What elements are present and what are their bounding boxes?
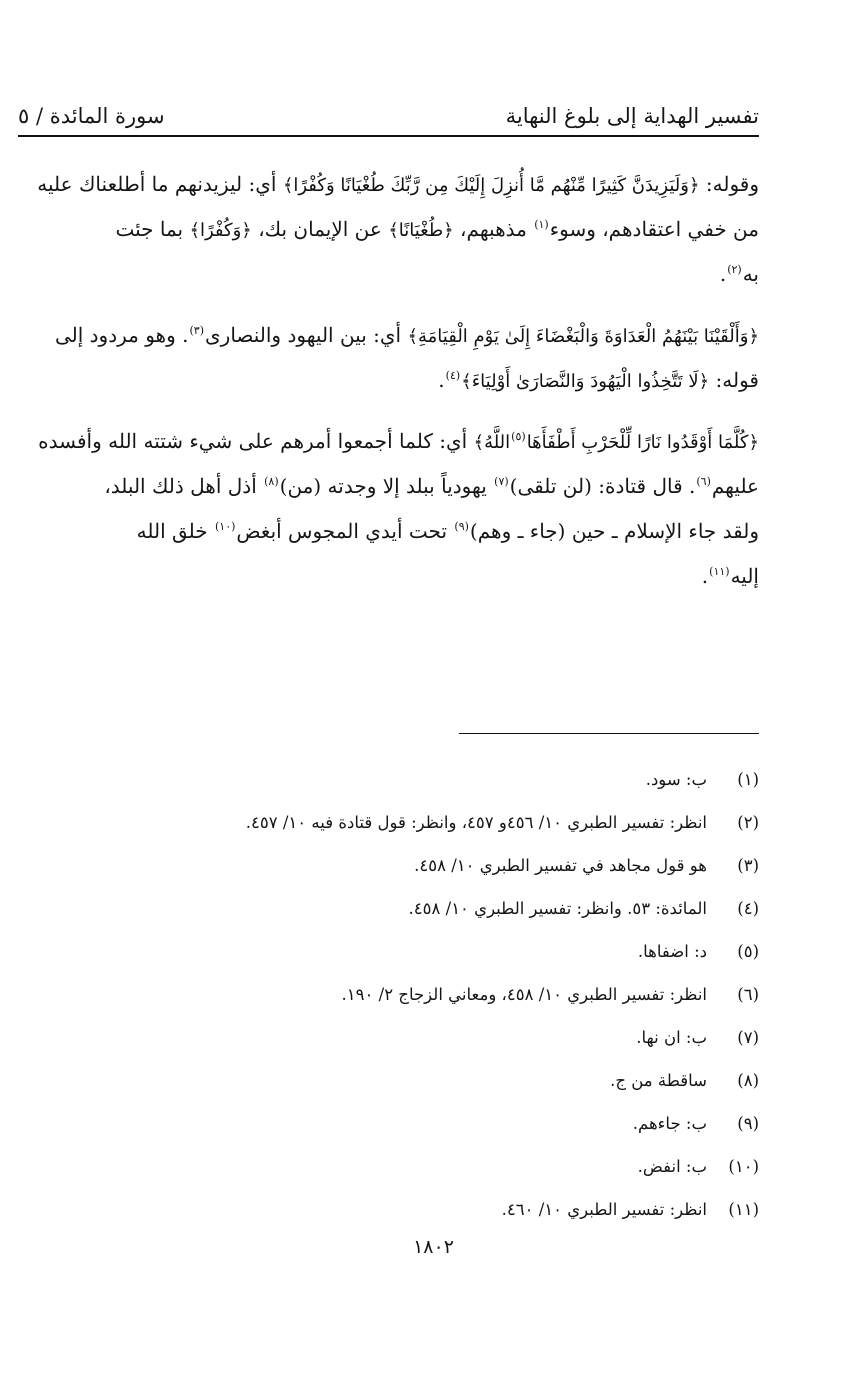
body-text-run: تحت أيدي المجوس أبغض xyxy=(236,519,454,543)
quran-verse: ﴿طُغْيَانًا﴾ xyxy=(388,220,454,241)
body-text-run: بما جئت xyxy=(115,217,190,241)
footnote-text: انظر: تفسير الطبري ١٠/ ٤٥٨، ومعاني الزجاج ٢/ ١٩٠. xyxy=(341,985,707,1004)
quran-verse: اللَّهُ﴾ xyxy=(473,432,511,453)
footnote xyxy=(18,1016,759,1059)
body-text-run: أي: ليزيدنهم ما أطلعناك عليه xyxy=(37,172,283,196)
footnote-number: (٣) xyxy=(737,856,759,875)
body-text-run: أي: كلما أجمعوا أمرهم على شيء شتته الله وأفسده xyxy=(38,429,474,453)
paragraph xyxy=(18,419,759,599)
quran-verse: ﴿وَلَيَزِيدَنَّ كَثِيرًا مِّنْهُم مَّا أُنزِلَ إِلَيْكَ مِن رَّبِّكَ طُغْيَانًا وَكُفْرًا﴾ xyxy=(282,175,700,196)
footnote xyxy=(18,1059,759,1102)
footnote-text: ساقطة من ج. xyxy=(610,1071,707,1090)
footnote-text: د: اضفاها. xyxy=(637,942,707,961)
body-text-run: عن الإيمان بك، xyxy=(251,217,389,241)
body-text-run: مذهبهم، xyxy=(453,217,534,241)
footnote-number: (١١) xyxy=(728,1200,759,1219)
body-text-run: . xyxy=(719,262,727,286)
text-line xyxy=(18,554,759,599)
footnote-number: (١٠) xyxy=(728,1157,759,1176)
footnote-ref: (٤) xyxy=(445,369,461,383)
footnote-number: (٨) xyxy=(737,1071,759,1090)
body-text-run: . وهو مردود إلى xyxy=(54,323,189,347)
footnote-text: هو قول مجاهد في تفسير الطبري ١٠/ ٤٥٨. xyxy=(414,856,707,875)
footnote-number: (٩) xyxy=(737,1114,759,1133)
body-text-run: من خفي اعتقادهم، وسوء xyxy=(549,217,759,241)
quran-verse: ﴿كُلَّمَا أَوْقَدُوا نَارًا لِّلْحَرْبِ أَطْفَأَهَا xyxy=(526,432,759,453)
footnote xyxy=(18,1188,759,1231)
body-text-run: إليه xyxy=(730,564,759,588)
footnote-number: (٧) xyxy=(737,1028,759,1047)
footnote-text: انظر: تفسير الطبري ١٠/ ٤٥٦و ٤٥٧، وانظر: قول قتادة فيه ١٠/ ٤٥٧. xyxy=(245,813,707,832)
main-text xyxy=(18,162,759,615)
body-text-run: . xyxy=(438,368,445,392)
body-text-run: قوله: xyxy=(709,368,759,392)
text-line xyxy=(18,207,759,252)
quran-verse: ﴿لَا تَتَّخِذُوا الْيَهُودَ وَالنَّصَارَىٰ أَوْلِيَاءَ﴾ xyxy=(461,371,710,392)
footnote-number: (١) xyxy=(737,770,759,789)
text-line xyxy=(18,464,759,509)
footnote-ref: (٢) xyxy=(727,263,742,277)
body-text-run: . xyxy=(701,564,709,588)
quran-verse: ﴿وَأَلْقَيْنَا بَيْنَهُمُ الْعَدَاوَةَ وَالْبَغْضَاءَ إِلَىٰ يَوْمِ الْقِيَامَةِ﴾ xyxy=(407,326,759,347)
running-header xyxy=(18,92,759,128)
header-divider xyxy=(18,135,759,137)
body-text-run: يهودياً ببلد إلا وجدته (من) xyxy=(279,474,494,498)
footnote xyxy=(18,801,759,844)
body-text-run: أذل أهل ذلك البلد، xyxy=(104,474,264,498)
text-line xyxy=(18,509,759,554)
body-text-run: به xyxy=(742,262,759,286)
paragraph xyxy=(18,313,759,403)
footnote-ref: (٥) xyxy=(511,430,526,444)
footnote-ref: (١٠) xyxy=(215,520,236,534)
body-text-run: أي: بين اليهود والنصارى xyxy=(205,323,408,347)
footnote-number: (٤) xyxy=(737,899,759,918)
surah-label: سورة المائدة / ٥ xyxy=(18,104,165,128)
text-line xyxy=(18,252,759,297)
footnote-ref: (٧) xyxy=(494,475,509,489)
footnote-ref: (١١) xyxy=(709,565,730,579)
footnote-divider xyxy=(459,733,759,734)
body-text-run: . قال قتادة: (لن تلقى) xyxy=(509,474,696,498)
footnote xyxy=(18,844,759,887)
footnote-ref: (١) xyxy=(534,218,549,232)
footnote-text: انظر: تفسير الطبري ١٠/ ٤٦٠. xyxy=(501,1200,707,1219)
footnote xyxy=(18,1145,759,1188)
footnote xyxy=(18,1102,759,1145)
body-text-run: عليهم xyxy=(711,474,759,498)
text-line xyxy=(18,162,759,207)
footnotes-list xyxy=(18,758,759,1231)
footnote-number: (٢) xyxy=(737,813,759,832)
paragraph xyxy=(18,162,759,297)
footnote-text: ب: جاءهم. xyxy=(632,1114,707,1133)
body-text-run: وقوله: xyxy=(699,172,759,196)
footnote-ref: (٣) xyxy=(189,324,204,338)
footnote-ref: (٩) xyxy=(454,520,469,534)
footnote-text: ب: ان نها. xyxy=(636,1028,707,1047)
footnote-ref: (٨) xyxy=(264,475,279,489)
footnote xyxy=(18,973,759,1016)
footnote-text: المائدة: ٥٣. وانظر: تفسير الطبري ١٠/ ٤٥٨. xyxy=(408,899,707,918)
footnote xyxy=(18,930,759,973)
footnote-text: ب: سود. xyxy=(645,770,707,789)
quran-verse: ﴿وَكُفْرًا﴾ xyxy=(189,220,252,241)
footnote xyxy=(18,887,759,930)
page-number: ١٨٠٢ xyxy=(413,1236,454,1258)
footnote xyxy=(18,758,759,801)
text-line xyxy=(18,358,759,403)
body-text-run: ولقد جاء الإسلام ـ حين (جاء ـ وهم) xyxy=(469,519,759,543)
book-title: تفسير الهداية إلى بلوغ النهاية xyxy=(505,104,759,128)
text-line xyxy=(18,419,759,464)
footnote-text: ب: انفض. xyxy=(637,1157,707,1176)
text-line xyxy=(18,313,759,358)
body-text-run: خلق الله xyxy=(136,519,214,543)
footnote-number: (٥) xyxy=(737,942,759,961)
footnote-ref: (٦) xyxy=(696,475,711,489)
footnote-number: (٦) xyxy=(737,985,759,1004)
